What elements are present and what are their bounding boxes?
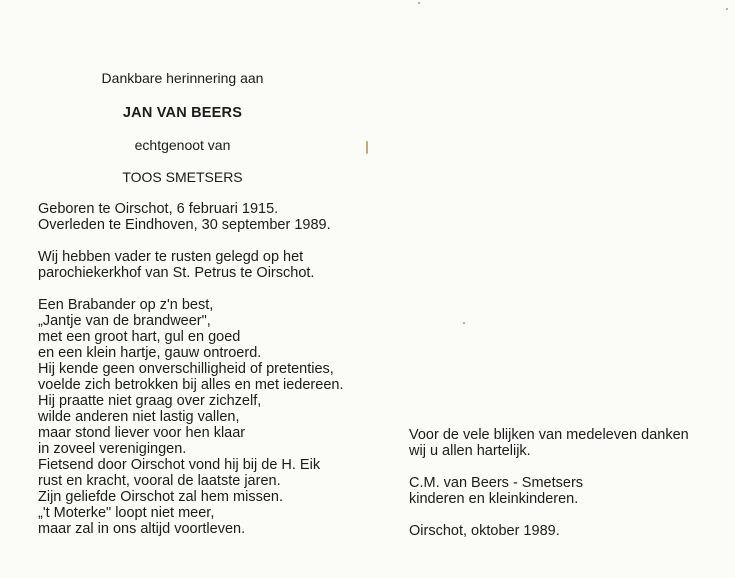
thanks-line: wij u allen hartelijk. <box>409 443 531 459</box>
poem-line: „'t Moterke" loopt niet meer, <box>38 505 215 521</box>
birth-line: Geboren te Oirschot, 6 februari 1915. <box>38 201 279 217</box>
deceased-name: JAN VAN BEERS <box>122 105 243 121</box>
relation-text: echtgenoot van <box>134 137 231 153</box>
paper-speck <box>726 8 728 10</box>
dates-block <box>38 201 331 233</box>
poem-line: Zijn geliefde Oirschot zal hem missen. <box>38 489 283 505</box>
poem-line: en een klein hartje, gauw ontroerd. <box>38 345 262 361</box>
poem-line: Hij praatte niet graag over zichzelf, <box>38 393 262 409</box>
poem-line: „Jantje van de brandweer", <box>38 313 211 329</box>
poem-line: maar stond liever voor hen klaar <box>38 425 246 441</box>
paper-mark <box>366 141 368 154</box>
poem-line: Fietsend door Oirschot vond hij bij de H. Eik <box>38 457 321 473</box>
closing-place-date: Oirschot, oktober 1989. <box>409 523 560 539</box>
family-block <box>409 475 583 507</box>
poem-line: maar zal in ons altijd voortleven. <box>38 521 246 537</box>
poem-line: wilde anderen niet lastig vallen, <box>38 409 240 425</box>
thanks-line: Voor de vele blijken van medeleven danken <box>409 427 689 443</box>
family-line: C.M. van Beers - Smetsers <box>409 475 584 491</box>
death-line: Overleden te Eindhoven, 30 september 1989. <box>38 217 331 233</box>
poem-line: voelde zich betrokken bij alles en met iedereen. <box>38 377 344 393</box>
poem-line: in zoveel verenigingen. <box>38 441 187 457</box>
burial-line: parochiekerkhof van St. Petrus te Oirschot. <box>38 265 315 281</box>
paper-speck <box>463 322 465 324</box>
spouse-name: TOOS SMETSERS <box>122 169 243 185</box>
poem-line: met een groot hart, gul en goed <box>38 329 241 345</box>
burial-line: Wij hebben vader te rusten gelegd op het <box>38 249 304 265</box>
paper-speck <box>418 2 420 4</box>
poem-block <box>38 297 343 537</box>
poem-line: Hij kende geen onverschilligheid of pretenties, <box>38 361 334 377</box>
burial-block <box>38 249 314 281</box>
family-line: kinderen en kleinkinderen. <box>409 491 579 507</box>
poem-line: Een Brabander op z'n best, <box>38 297 214 313</box>
intro-text: Dankbare herinnering aan <box>101 70 264 86</box>
poem-line: rust en kracht, vooral de laatste jaren. <box>38 473 281 489</box>
thanks-block <box>409 427 689 459</box>
